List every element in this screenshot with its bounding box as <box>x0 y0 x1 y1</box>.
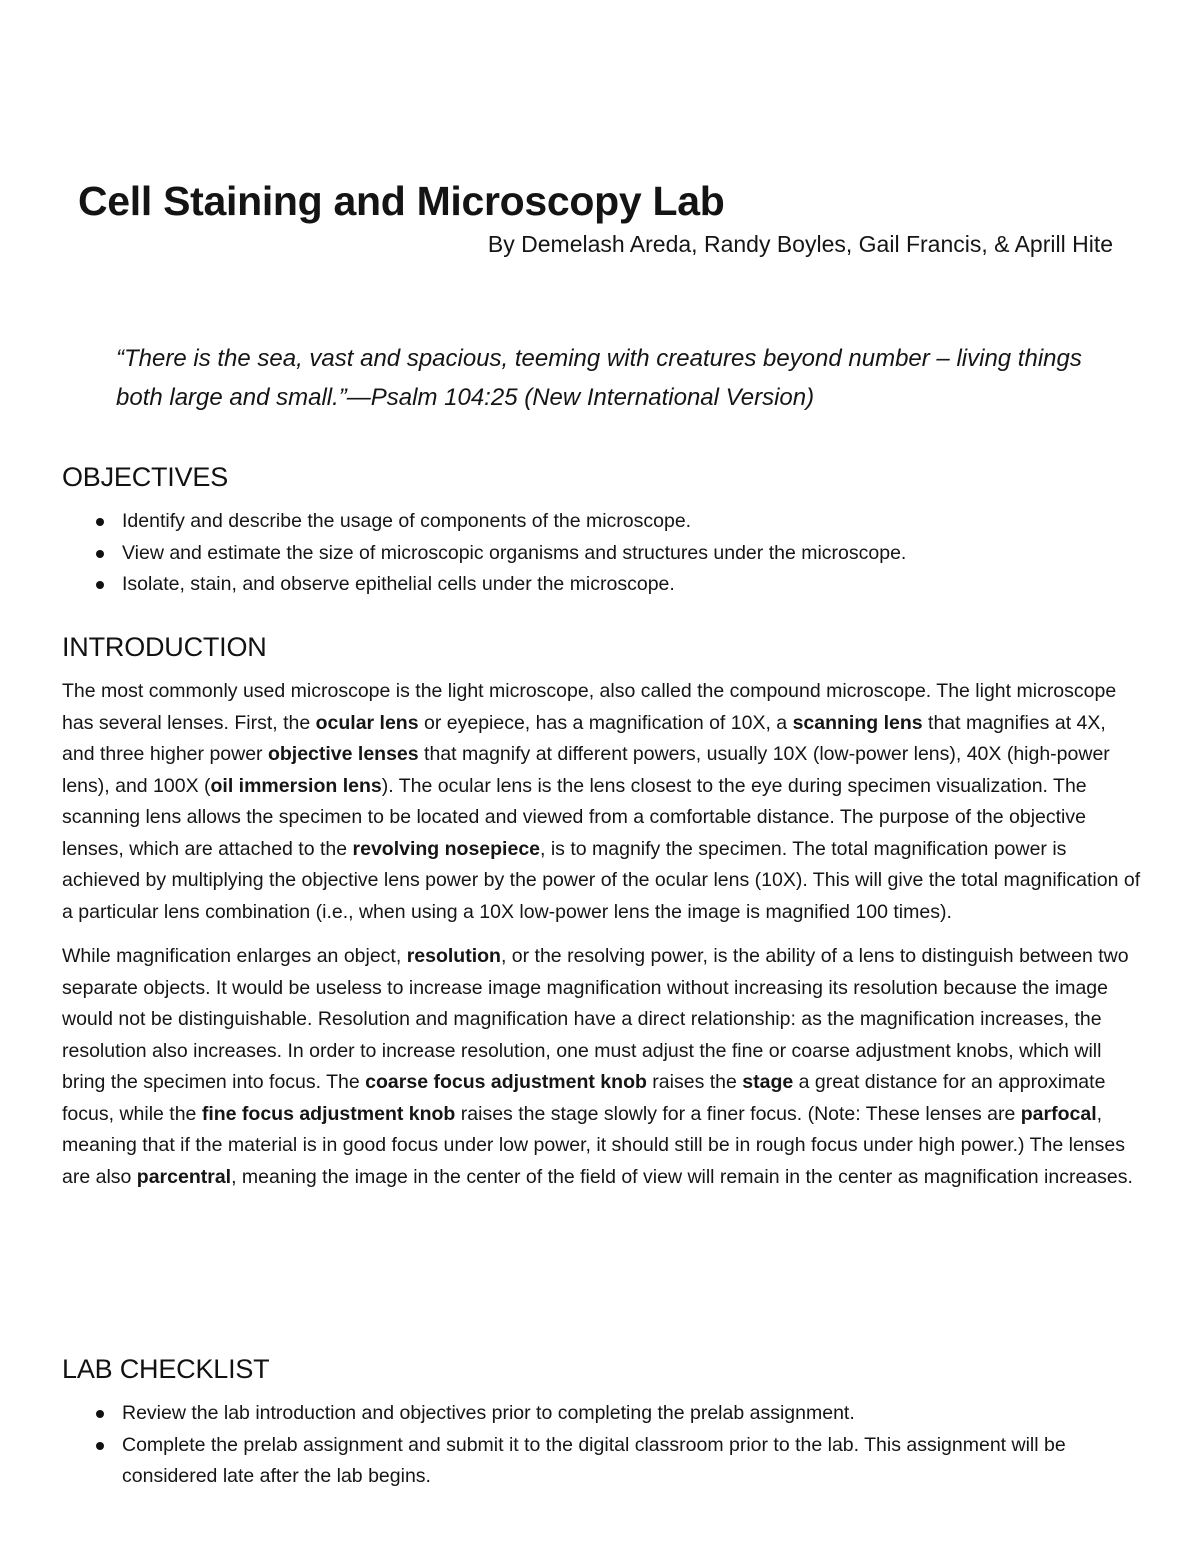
term-fine-focus-knob: fine focus adjustment knob <box>201 1102 456 1125</box>
list-item: Isolate, stain, and observe epithelial cells under the microscope. <box>62 569 1142 601</box>
term-stage: stage <box>742 1071 794 1093</box>
term-oil-immersion-lens: oil immersion lens <box>210 774 382 797</box>
list-item: Review the lab introduction and objectives prior to completing the prelab assignment. <box>62 1398 1142 1430</box>
author-line: By Demelash Areda, Randy Boyles, Gail Francis, & Aprill Hite <box>487 231 1113 257</box>
objectives-list <box>62 506 1142 601</box>
text-run: ). The ocular lens is the lens closest to the eye during specimen visualization. The scanning lens allows the specimen to be located and viewed from a comfortable distance. The purpose of the objective lenses, which are attached to the <box>62 774 1087 860</box>
lab-checklist-list <box>62 1398 1142 1493</box>
epigraph-quote: “There is the sea, vast and spacious, teeming with creatures beyond number – living things both large and small.”—Psalm 104:25 (New International Version) <box>116 345 1082 411</box>
term-scanning-lens: scanning lens <box>792 711 923 734</box>
term-parcentral: parcentral <box>136 1165 232 1188</box>
list-item: Complete the prelab assignment and submit it to the digital classroom prior to the lab. This assignment will be considered late after the lab begins. <box>62 1430 1142 1493</box>
text-run: , or the resolving power, is the ability of a lens to distinguish between two separate objects. It would be useless to increase image magnification without increasing its resolution because the image would not be distinguishable. Resolution and magnification have a direct relationship: as the magnification increases, the resolution also increases. In order to increase resolution, one must adjust the fine or coarse adjustment knobs, which will bring the specimen into focus. The <box>62 945 1129 1093</box>
term-coarse-focus-knob: coarse focus adjustment knob <box>365 1071 647 1093</box>
list-item: View and estimate the size of microscopic organisms and structures under the microscope. <box>62 538 1142 570</box>
text-run: or eyepiece, has a magnification of 10X, a <box>418 711 793 734</box>
introduction-heading: INTRODUCTION <box>62 632 267 662</box>
lab-checklist-section <box>62 1352 1142 1493</box>
text-run: raises the stage slowly for a finer focus. (Note: These lenses are <box>455 1102 1021 1125</box>
term-objective-lenses: objective lenses <box>267 743 419 765</box>
text-run: raises the <box>646 1071 743 1093</box>
objectives-section <box>62 460 1142 601</box>
text-run: , meaning the image in the center of the field of view will remain in the center as magnification increases. <box>231 1165 1133 1188</box>
text-run: , is to magnify the specimen. The total magnification power is achieved by multiplying the objective lens power by the power of the ocular lens (10X). This will give the total magnification of a particular lens combination (i.e., when using a 10X low-power lens the image is magnified 100 times). <box>62 837 1141 923</box>
text-run: a great distance for an approximate focus, while the <box>62 1071 1106 1125</box>
lab-checklist-heading: LAB CHECKLIST <box>62 1354 270 1384</box>
text-run: that magnifies at 4X, and three higher power <box>62 711 1106 765</box>
term-revolving-nosepiece: revolving nosepiece <box>352 837 541 860</box>
text-run: , meaning that if the material is in good focus under low power, it should still be in rough focus under high power.) The lenses are also <box>62 1102 1126 1188</box>
text-run: that magnify at different powers, usually 10X (low-power lens), 40X (high-power lens), and 100X ( <box>62 743 1110 797</box>
intro-paragraph-1 <box>62 676 1142 928</box>
introduction-section <box>62 630 1142 1193</box>
term-parfocal: parfocal <box>1020 1102 1097 1125</box>
page-title: Cell Staining and Microscopy Lab <box>78 178 725 224</box>
term-resolution: resolution <box>406 945 501 967</box>
term-ocular-lens: ocular lens <box>315 711 419 734</box>
intro-paragraph-2 <box>62 941 1142 1193</box>
objectives-heading: OBJECTIVES <box>62 462 229 492</box>
text-run: While magnification enlarges an object, <box>62 945 407 967</box>
text-run: The most commonly used microscope is the light microscope, also called the compound microscope. The light microscope has several lenses. First, the <box>62 680 1117 734</box>
list-item: Identify and describe the usage of components of the microscope. <box>62 506 1142 538</box>
